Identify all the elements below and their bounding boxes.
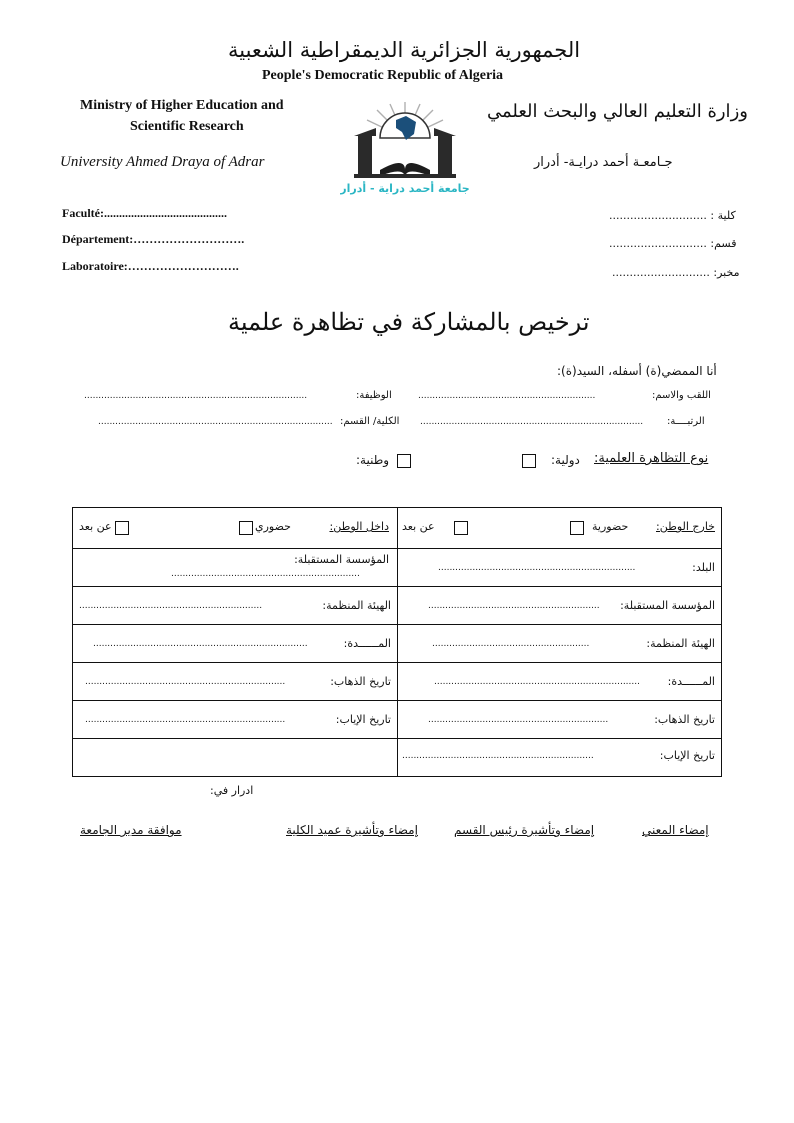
right-row-3-dots: ....................................................... (432, 639, 590, 649)
right-row-2[interactable] (398, 587, 722, 625)
field-departement[interactable]: Département:………………………. (62, 232, 245, 246)
university-arabic: جـامعـة أحمد درايـة- أدرار (534, 155, 673, 170)
left-row-3-label: المــــــدة: (343, 637, 391, 650)
left-row-1-dots: .................................................................. (171, 569, 360, 579)
left-row-2[interactable] (73, 587, 398, 625)
details-table (72, 507, 722, 777)
inside-country-cell (73, 508, 398, 549)
field-kulliya[interactable]: كلية : ............................ (609, 209, 736, 222)
place-date: ادرار في: (210, 784, 254, 797)
international-label: دولية: (551, 453, 580, 467)
signature-concerned: إمضاء المعني (642, 823, 709, 837)
presential-inside-label: حضوري (255, 520, 291, 533)
intro-text: أنا الممضي(ة) أسفله، السيد(ة): (557, 364, 717, 378)
right-row-2-dots: ............................................................ (428, 601, 600, 611)
left-row-4-label: تاريخ الذهاب: (330, 675, 391, 688)
event-type-label: نوع التظاهرة العلمية: (594, 451, 709, 466)
national-label: وطنية: (356, 453, 390, 467)
right-row-2-label: المؤسسة المستقبلة: (620, 599, 715, 612)
left-row-2-dots: ................................................................ (79, 601, 263, 611)
abroad-label: خارج الوطن: (656, 520, 715, 533)
signature-director: موافقة مدير الجامعة (80, 823, 182, 837)
left-row-4[interactable] (73, 663, 398, 701)
right-row-4-dots: ........................................................................ (434, 677, 640, 687)
right-row-1-dots: ..................................................................... (438, 563, 636, 573)
rank-label: الرتبــــة: (667, 416, 705, 427)
faculty-label: الكلية/ القسم: (340, 416, 400, 427)
job-label: الوظيفة: (356, 390, 392, 401)
left-row-empty (73, 739, 398, 777)
left-row-1[interactable] (73, 549, 398, 587)
left-row-5-label: تاريخ الإياب: (335, 713, 391, 726)
republic-english: People's Democratic Republic of Algeria (262, 68, 504, 83)
inside-country-label: داخل الوطن: (329, 520, 389, 533)
field-faculte[interactable]: Faculté:......................................... (62, 206, 227, 220)
left-row-5[interactable] (73, 701, 398, 739)
field-qism[interactable]: قسم: ............................ (609, 237, 737, 250)
right-row-3[interactable] (398, 625, 722, 663)
logo-caption: جامعة أحمد دراية - أدرار (340, 182, 470, 195)
field-mukhtabar[interactable]: مخبر: ............................ (612, 266, 740, 279)
right-row-5[interactable] (398, 701, 722, 739)
name-dots[interactable]: .............................................................. (418, 391, 596, 401)
ministry-arabic: وزارة التعليم العالي والبحث العلمي (487, 101, 748, 122)
remote-abroad-label: عن بعد (402, 520, 435, 533)
name-label: اللقب والاسم: (652, 390, 711, 401)
remote-abroad-checkbox[interactable] (454, 521, 468, 535)
job-dots[interactable]: .............................................................................. (84, 391, 308, 401)
page-title: ترخيص بالمشاركة في تظاهرة علمية (228, 308, 590, 336)
right-row-4[interactable] (398, 663, 722, 701)
right-row-6[interactable] (398, 739, 722, 777)
international-checkbox[interactable] (522, 454, 536, 468)
presential-abroad-checkbox[interactable] (570, 521, 584, 535)
rank-dots[interactable]: .............................................................................. (420, 417, 644, 427)
remote-inside-checkbox[interactable] (115, 521, 129, 535)
left-row-3-dots: ........................................................................... (93, 639, 308, 649)
abroad-cell (398, 508, 722, 549)
right-row-1[interactable] (398, 549, 722, 587)
university-logo (340, 98, 470, 196)
left-row-1-label: المؤسسة المستقبلة: (294, 553, 389, 566)
right-row-1-label: البلد: (692, 561, 715, 574)
national-checkbox[interactable] (397, 454, 411, 468)
left-row-3[interactable] (73, 625, 398, 663)
right-row-5-dots: ............................................................... (428, 715, 609, 725)
right-row-4-label: المــــــدة: (667, 675, 715, 688)
presential-abroad-label: حضورية (592, 520, 629, 533)
presential-inside-checkbox[interactable] (239, 521, 253, 535)
faculty-dots[interactable]: .................................................................................. (98, 417, 333, 427)
left-row-5-dots: ...................................................................... (85, 715, 286, 725)
remote-inside-label: عن بعد (79, 520, 112, 533)
left-row-4-dots: ...................................................................... (85, 677, 286, 687)
right-row-6-dots: ................................................................... (402, 751, 594, 761)
field-laboratoire[interactable]: Laboratoire:………………………. (62, 259, 239, 273)
right-row-5-label: تاريخ الذهاب: (654, 713, 715, 726)
signature-dean: إمضاء وتأشيرة عميد الكلية (286, 823, 418, 837)
university-english: University Ahmed Draya of Adrar (60, 154, 265, 170)
signature-head-dept: إمضاء وتأشيرة رئيس القسم (454, 823, 595, 837)
right-row-3-label: الهيئة المنظمة: (646, 637, 715, 650)
right-row-6-label: تاريخ الإياب: (659, 749, 715, 762)
republic-arabic: الجمهورية الجزائرية الديمقراطية الشعبية (228, 38, 581, 62)
ministry-english-line1: Ministry of Higher Education and (80, 98, 284, 113)
left-row-2-label: الهيئة المنظمة: (322, 599, 391, 612)
ministry-english-line2: Scientific Research (130, 119, 244, 134)
